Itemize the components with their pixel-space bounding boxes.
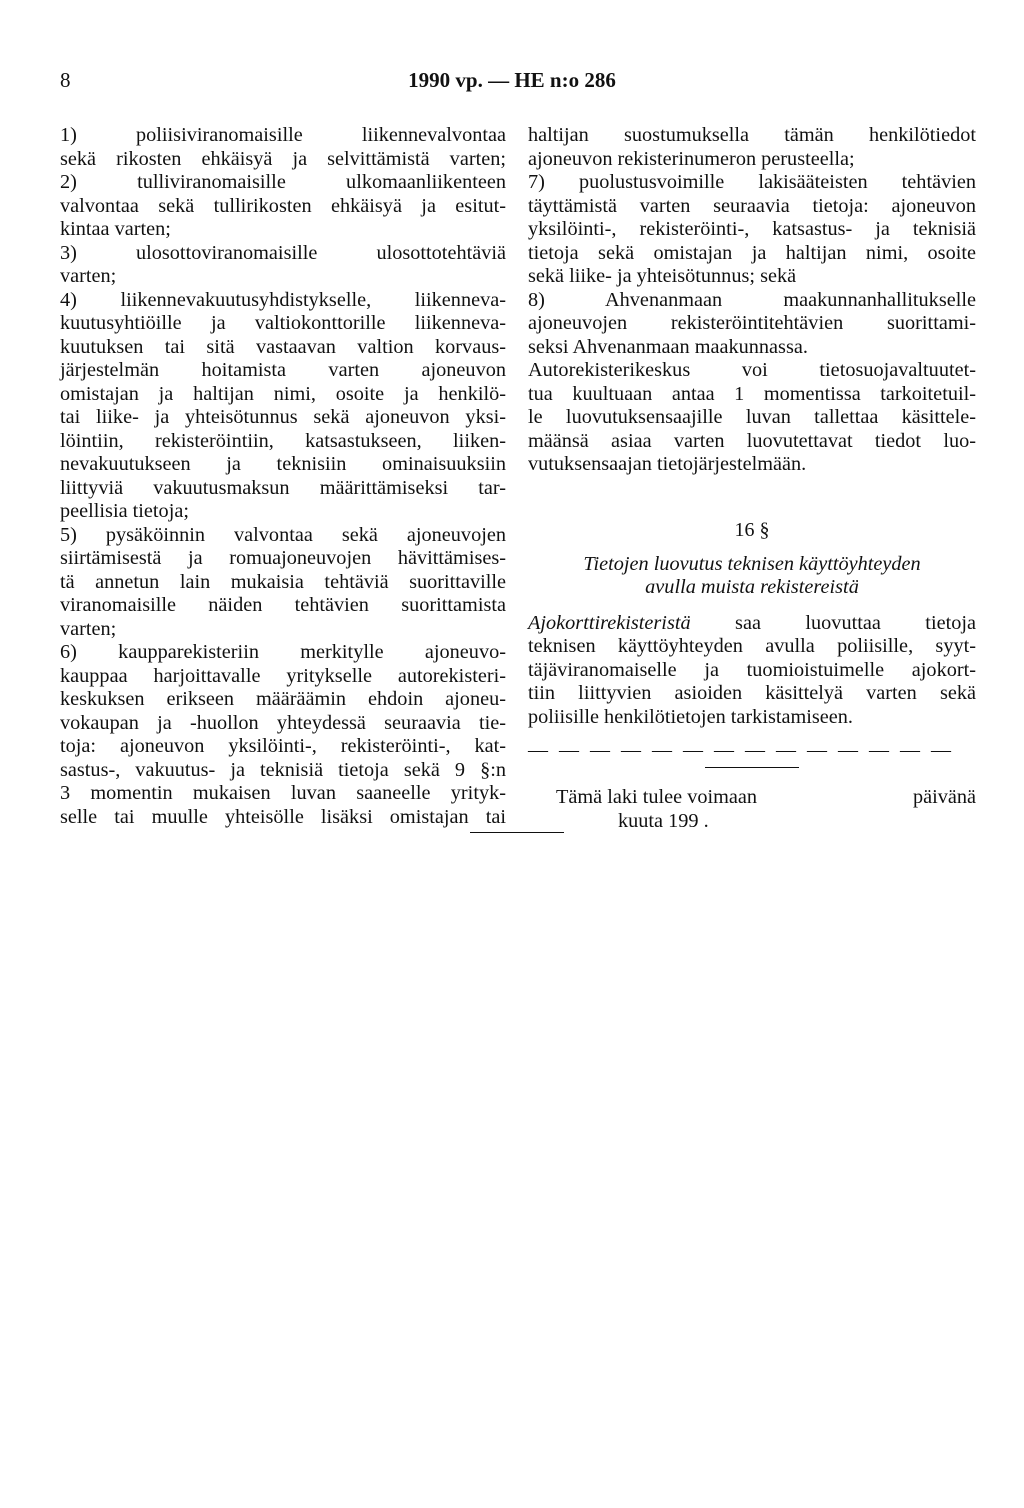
end-rule <box>470 832 564 833</box>
text-line: löintiin, rekisteröintiin, katsastukseen, liiken- <box>60 429 506 452</box>
text-line: 3 momentin mukaisen luvan saaneelle yrityk- <box>60 782 506 804</box>
enactment-clause <box>528 786 976 833</box>
text-line: järjestelmän hoitamista varten ajoneuvon <box>60 359 506 381</box>
text-line: valvontaa sekä tullirikosten ehkäisyä ja esitut- <box>60 194 506 217</box>
text-line: sastus-, vakuutus- ja teknisiä tietoja sekä 9 §:n <box>60 758 506 781</box>
text-line: sekä liike- ja yhteisötunnus; sekä <box>528 265 797 287</box>
text-line: viranomaisille näiden tehtävien suorittamista <box>60 594 506 616</box>
right-column <box>528 124 976 833</box>
page-number: 8 <box>60 68 71 92</box>
enactment-text: Tämä laki tulee voimaan <box>556 786 758 808</box>
text-line: toja: ajoneuvon yksilöinti-, rekisteröinti-, kat- <box>60 735 506 757</box>
text-line: poliisille henkilötietojen tarkistamiseen. <box>528 705 853 728</box>
text-line: omistajan ja haltijan nimi, osoite ja henkilö- <box>60 382 506 405</box>
text-line: seksi Ahvenanmaan maakunnassa. <box>528 335 808 358</box>
text-line: keskuksen erikseen määräämin ehdoin ajoneu- <box>60 688 506 710</box>
text-line: ajoneuvojen rekisteröintitehtävien suorittami- <box>528 312 976 334</box>
text-line: 5) pysäköinnin valvontaa sekä ajoneuvojen <box>60 523 506 546</box>
enactment-line: kuuta 199 . <box>618 809 709 832</box>
text-line: kuutuksen tai sitä vastaavan valtion korvaus- <box>60 335 506 358</box>
section-title-line: avulla muista rekistereistä <box>645 576 859 598</box>
text-line: varten; <box>60 617 117 640</box>
left-column <box>60 124 506 829</box>
register-name: Ajokorttirekisteristä <box>528 611 691 634</box>
section-title <box>528 553 976 600</box>
text-line: tua kuultuaan antaa 1 momentissa tarkoitetuil- <box>528 382 976 405</box>
text-line: vutuksensaajan tietojärjestelmään. <box>528 453 807 475</box>
text-line: varten; <box>60 265 117 287</box>
text-line: 4) liikennevakuutusyhdistykselle, liikenneva- <box>60 288 506 311</box>
text-line: tietoja sekä omistajan ja haltijan nimi, osoite <box>528 241 976 264</box>
text-line: kintaa varten; <box>60 218 171 240</box>
dash-separator: — — — — — — — — — — — — — — <box>528 739 954 761</box>
enactment-text: päivänä <box>912 786 976 808</box>
text-line: kauppaa harjoittavalle yritykselle autorekisteri- <box>60 664 506 687</box>
text-line: nevakuutukseen ja teknisiin ominaisuuksiin <box>60 453 506 475</box>
section-number: 16 § <box>734 518 770 541</box>
text-line: määnsä asiaa varten luovutettavat tiedot luo- <box>528 429 976 452</box>
section-heading <box>528 519 976 553</box>
text-line: Autorekisterikeskus voi tietosuojavaltuutet- <box>528 359 976 381</box>
text-line: tä annetun lain mukaisia tehtäviä suorittaville <box>60 570 506 593</box>
text-line: haltijan suostumuksella tämän henkilötiedot <box>528 124 976 146</box>
text-line <box>528 612 976 636</box>
text-line: 2) tulliviranomaisille ulkomaanliikenteen <box>60 171 506 193</box>
text-line: täjäviranomaiselle ja tuomioistuimelle ajokort- <box>528 658 976 681</box>
text-line: täyttämistä varten seuraavia tietoja: ajoneuvon <box>528 194 976 217</box>
text-line: 3) ulosottoviranomaisille ulosottotehtäviä <box>60 241 506 264</box>
text-line: selle tai muulle yhteisölle lisäksi omistajan tai <box>60 805 506 828</box>
text-line: siirtämisestä ja romuajoneuvojen hävittämises- <box>60 547 506 569</box>
running-head: 1990 vp. — HE n:o 286 <box>408 68 616 92</box>
text-line: sekä rikosten ehkäisyä ja selvittämistä varten; <box>60 147 506 170</box>
text-line: ajoneuvon rekisterinumeron perusteella; <box>528 147 855 170</box>
text-line: le luovutuksensaajille luvan tallettaa käsittele- <box>528 406 976 428</box>
short-rule <box>705 767 799 768</box>
text-run: saa luovuttaa tietoja <box>690 611 976 634</box>
text-line: 6) kaupparekisteriin merkitylle ajoneuvo- <box>60 641 506 663</box>
text-line: tiin liittyvien asioiden käsittelyä varten sekä <box>528 682 976 704</box>
text-line: 7) puolustusvoimille lakisääteisten tehtävien <box>528 171 976 193</box>
text-line: kuutusyhtiöille ja valtiokonttorille liikenneva- <box>60 312 506 334</box>
text-line: liittyviä vakuutusmaksun määrittämiseksi tar- <box>60 476 506 499</box>
text-line: teknisen käyttöyhteyden avulla poliisille, syyt- <box>528 635 976 657</box>
text-line: peellisia tietoja; <box>60 500 189 522</box>
text-line: yksilöinti-, rekisteröinti-, katsastus- ja teknisiä <box>528 218 976 240</box>
text-line: vokaupan ja -huollon yhteydessä seuraavia tie- <box>60 711 506 734</box>
text-line: 1) poliisiviranomaisille liikennevalvontaa <box>60 124 506 146</box>
section-title-line: Tietojen luovutus teknisen käyttöyhteyden <box>583 552 921 575</box>
text-line: 8) Ahvenanmaan maakunnanhallitukselle <box>528 288 976 311</box>
text-line: tai liike- ja yhteisötunnus sekä ajoneuvon yksi- <box>60 406 506 428</box>
enactment-line <box>528 786 976 810</box>
